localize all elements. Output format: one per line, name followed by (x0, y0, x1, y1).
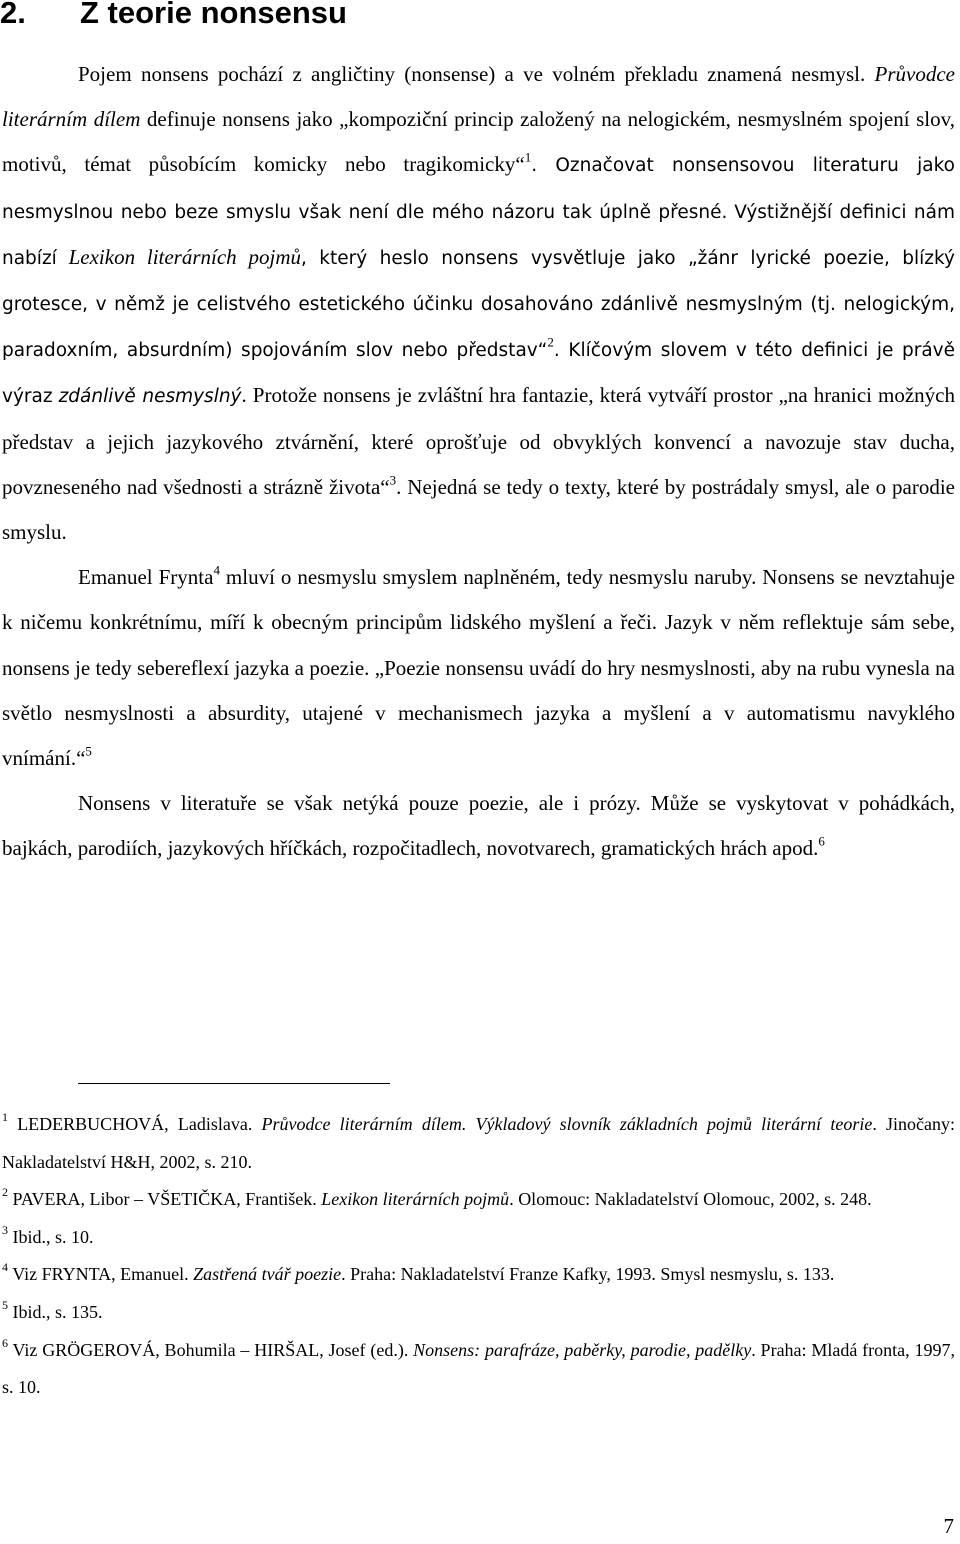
paragraph-3 (2, 781, 955, 871)
footnote-publisher: . Praha: Mladá fronta, 1997, s. 10. (2, 1339, 955, 1398)
footnote-title: Lexikon literárních pojmů (321, 1189, 510, 1210)
footnote-title: Nonsens: parafráze, paběrky, parodie, padělky (413, 1339, 752, 1360)
footnote-ref-1[interactable]: 1 (524, 149, 532, 165)
footnote-number: 2 (2, 1185, 8, 1200)
body-text (2, 52, 955, 872)
footnote-ref-3[interactable]: 3 (389, 472, 397, 488)
footnotes (2, 1106, 955, 1407)
footnote-number: 1 (2, 1110, 8, 1124)
section-heading (0, 0, 960, 32)
p1-sentence-5-pre: . Klíčovým slovem v této definici je právě výraz (2, 340, 955, 408)
footnote-author: Viz FRYNTA, Emanuel. (12, 1264, 189, 1285)
p1-sentence-3: . Označovat nonsensovou literaturu jako nesmyslnou nebo beze smyslu však není dle mého názoru tak úplně přesné. (2, 155, 956, 223)
p1-sentence-1: Pojem nonsens pochází z angličtiny (nonsense) a ve volném překladu znamená nesmysl. (78, 62, 866, 86)
page-number: 7 (943, 1514, 954, 1538)
footnote-4 (2, 1256, 955, 1294)
p1-title-pruvodce: Průvodce literárním dílem (2, 62, 955, 132)
p3-text: Nonsens v literatuře se však netýká pouze poezie, ale i prózy. Může se vyskytovat v pohádkách, bajkách, parodiích, jazykových hříčkách, rozpočitadlech, novotvarech, gramatických hrách apod. (2, 791, 955, 861)
footnote-author: PAVERA, Libor – VŠETIČKA, František. (12, 1189, 317, 1210)
footnote-author: Ibid., s. 10. (12, 1226, 94, 1247)
footnote-title: Zastřená tvář poezie (193, 1264, 342, 1285)
p1-emphasis: zdánlivě nesmyslný (58, 386, 242, 408)
footnote-number: 6 (2, 1335, 8, 1350)
footnote-author: LEDERBUCHOVÁ, Ladislava. (17, 1114, 253, 1134)
footnote-2 (2, 1181, 955, 1219)
footnote-1 (2, 1106, 955, 1181)
paragraph-2 (2, 555, 955, 781)
p1-sentence-4-pre: Výstižnější definici nám nabízí (2, 201, 955, 269)
p1-sentence-6: . Nejedná se tedy o texty, které by postrádaly smysl, ale o parodie smyslu. (2, 474, 955, 545)
p1-title-lexikon: Lexikon literárních pojmů (68, 244, 301, 269)
section-title: Z teorie nonsensu (80, 0, 347, 30)
p1-definition: definuje nonsens jako „kompoziční princip založený na nelogickém, nesmyslném spojení slov, motivů, témat působícím komicky nebo tragikomicky“ (2, 107, 956, 177)
footnote-ref-5[interactable]: 5 (85, 743, 92, 759)
p2-author: Emanuel Frynta (78, 565, 214, 590)
footnote-ref-6[interactable]: 6 (818, 833, 825, 849)
footnote-number: 5 (2, 1297, 8, 1312)
footnote-title: Průvodce literárním dílem. Výkladový slovník základních pojmů literární teorie (261, 1114, 873, 1134)
p1-sentence-4-rest: , který heslo nonsens vysvětluje jako „žánr lyrické poezie, blízký grotesce, v němž je celistvého estetického účinku dosahováno zdánlivě nesmyslným (tj. nelogickým, paradoxním, absurdním) spojováním slov nebo představ“ (2, 247, 955, 362)
footnote-publisher: . Praha: Nakladatelství Franze Kafky, 1993. Smysl nesmyslu, s. 133. (341, 1264, 835, 1285)
footnote-ref-4[interactable]: 4 (213, 562, 220, 578)
footnote-number: 4 (2, 1260, 8, 1275)
section-number: 2. (0, 0, 26, 30)
footnote-author: Viz GRÖGEROVÁ, Bohumila – HIRŠAL, Josef (ed.). (12, 1339, 409, 1360)
paragraph-1 (2, 52, 955, 555)
footnote-publisher: . Olomouc: Nakladatelství Olomouc, 2002, s. 248. (509, 1189, 872, 1210)
footnote-6 (2, 1332, 955, 1407)
footnote-separator (78, 1083, 390, 1084)
p1-sentence-5-rest: . Protože nonsens je zvláštní hra fantazie, která vytváří prostor „na hranici možných představ a jejich jazykového ztvárnění, které oprošťuje od obvyklých konvencí a navozuje stav ducha, povzneseného nad všednosti a strázně života“ (2, 383, 955, 499)
footnote-3 (2, 1219, 955, 1257)
footnote-ref-2[interactable]: 2 (547, 334, 554, 350)
footnote-5 (2, 1294, 955, 1332)
footnote-publisher: . Jinočany: Nakladatelství H&H, 2002, s. 210. (2, 1114, 956, 1172)
footnote-author: Ibid., s. 135. (12, 1301, 103, 1322)
p2-text: mluví o nesmyslu smyslem naplněném, tedy nesmyslu naruby. Nonsens se nevztahuje k ničemu konkrétnímu, míří k obecným principům lidského myšlení a řeči. Jazyk v něm reflektuje sám sebe, nonsens je tedy sebereflexí jazyka a poezie. „Poezie nonsensu uvádí do hry nesmyslnosti, aby na rubu vynesla na světlo nesmyslnosti a absurdity, utajené v mechanismech jazyka a myšlení a v automatismu navyklého vnímání.“ (2, 565, 956, 771)
footnote-number: 3 (2, 1222, 8, 1237)
